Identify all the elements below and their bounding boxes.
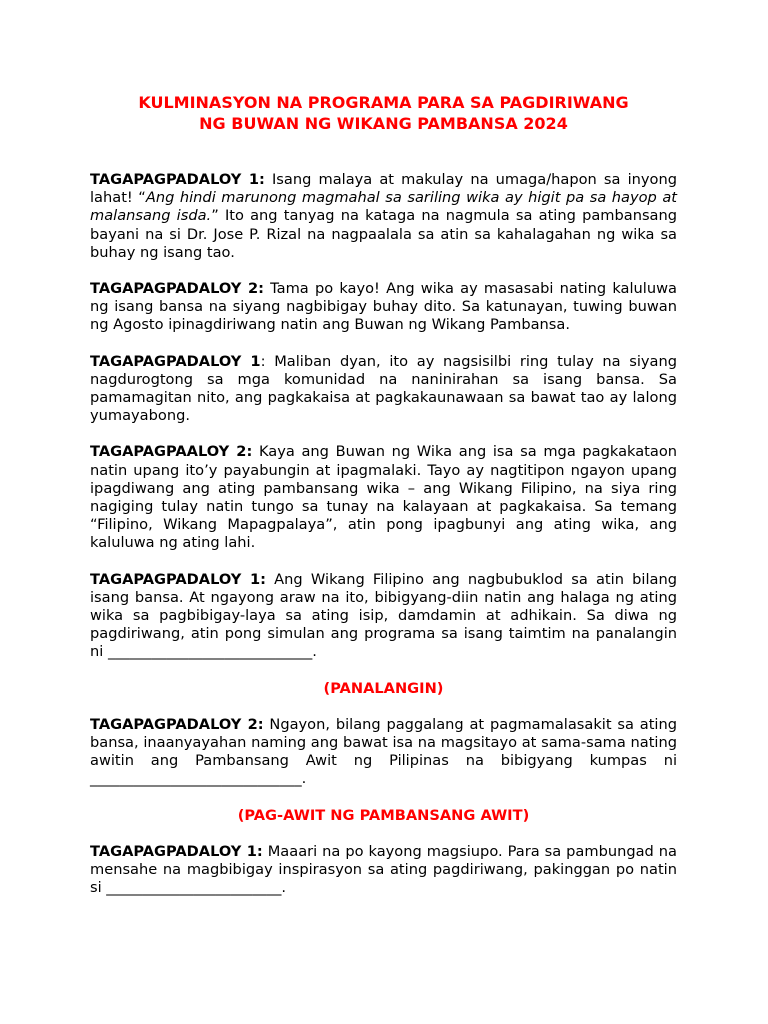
speaker-label: TAGAPAGPADALOY 1: [90, 171, 265, 188]
title-line-1: KULMINASYON NA PROGRAMA PARA SA PAGDIRIWANG [138, 93, 629, 112]
paragraph-text: Ang Wikang Filipino ang nagbubuklod sa atin bilang isang bansa. At ngayong araw na ito, bibigyang-diin natin ang halaga ng ating wika sa pagbibigay-laya sa ating isip, damdamin at adhikain. Sa diwa ng pagdiriwang, atin pong simulan ang programa sa isang taimtim na panalangin ni ____________________________. [90, 570, 677, 661]
document-title [50, 92, 717, 134]
title-line-2: NG BUWAN NG WIKANG PAMBANSA 2024 [199, 114, 568, 133]
paragraph-1 [90, 171, 677, 262]
paragraph-6 [90, 716, 677, 789]
stage-cue-anthem: (PAG-AWIT NG PAMBANSANG AWIT) [237, 806, 530, 824]
rizal-quote: Ang hindi marunong magmahal sa sariling wika ay higit pa sa hayop at malansang isda. [90, 189, 677, 225]
paragraph-text: Kaya ang Buwan ng Wika ang isa sa mga pagkakataon natin upang ito’y payabungin at ipagmalaki. Tayo ay nagtitipon ngayon upang ipagdiwang ang ating pambansang wika – ang Wikang Filipino, na siya ring nagiging tulay natin tungo sa tunay na kalayaan at pagkakaisa. Sa temang “Filipino, Wikang Mapagpalaya”, atin pong ipagbunyi ang ating wika, ang kaluluwa ng ating lahi. [90, 443, 678, 552]
speaker-label: TAGAPAGPAALOY 2: [90, 443, 253, 461]
paragraph-text: ” Ito ang tanyag na kataga na nagmula sa ating pambansang bayani na si Dr. Jose P. Rizal na nagpaalala sa atin sa kahalagahan ng wika sa buhay ng isang tao. [90, 207, 678, 261]
document-page [90, 92, 677, 898]
paragraph-text: : Maliban dyan, ito ay nagsisilbi ring tulay na siyang nagdurogtong sa mga komunidad na naninirahan sa isang bansa. Sa pamamagitan nito, ang pagkakaisa at pagkakaunawaan sa bawat tao ay lalong yumayabong. [90, 352, 678, 425]
paragraph-2 [90, 280, 677, 335]
paragraph-text: Tama po kayo! Ang wika ay masasabi nating kaluluwa ng isang bansa na siyang nagbibigay buhay dito. Sa katunayan, tuwing buwan ng Agosto ipinagdiriwang natin ang Buwan ng Wikang Pambansa. [90, 280, 677, 334]
paragraph-text: Isang malaya at makulay na umaga/hapon sa inyong lahat! “ [90, 171, 677, 207]
speaker-label: TAGAPAGPADALOY 2: [90, 715, 264, 733]
speaker-label: TAGAPAGPADALOY 1: [90, 570, 266, 588]
paragraph-5 [90, 571, 677, 662]
speaker-label: TAGAPAGPADALOY 1 [90, 352, 261, 370]
speaker-label: TAGAPAGPADALOY 2: [90, 280, 264, 298]
paragraph-text: Ngayon, bilang paggalang at pagmamalasakit sa ating bansa, inaanyayahan naming ang bawat isa na magsitayo at sama-sama nating awitin ang Pambansang Awit ng Pilipinas na bibigyang kumpas ni _____________________________. [90, 715, 677, 788]
stage-cue-prayer: (PANALANGIN) [323, 679, 444, 697]
paragraph-3 [90, 353, 677, 426]
paragraph-4 [90, 443, 677, 552]
paragraph-text: Maaari na po kayong magsiupo. Para sa pambungad na mensahe na magbibigay inspirasyon sa ating pagdiriwang, pakinggan po natin si ________________________. [90, 842, 677, 897]
paragraph-7 [90, 843, 677, 898]
speaker-label: TAGAPAGPADALOY 1: [90, 842, 263, 860]
